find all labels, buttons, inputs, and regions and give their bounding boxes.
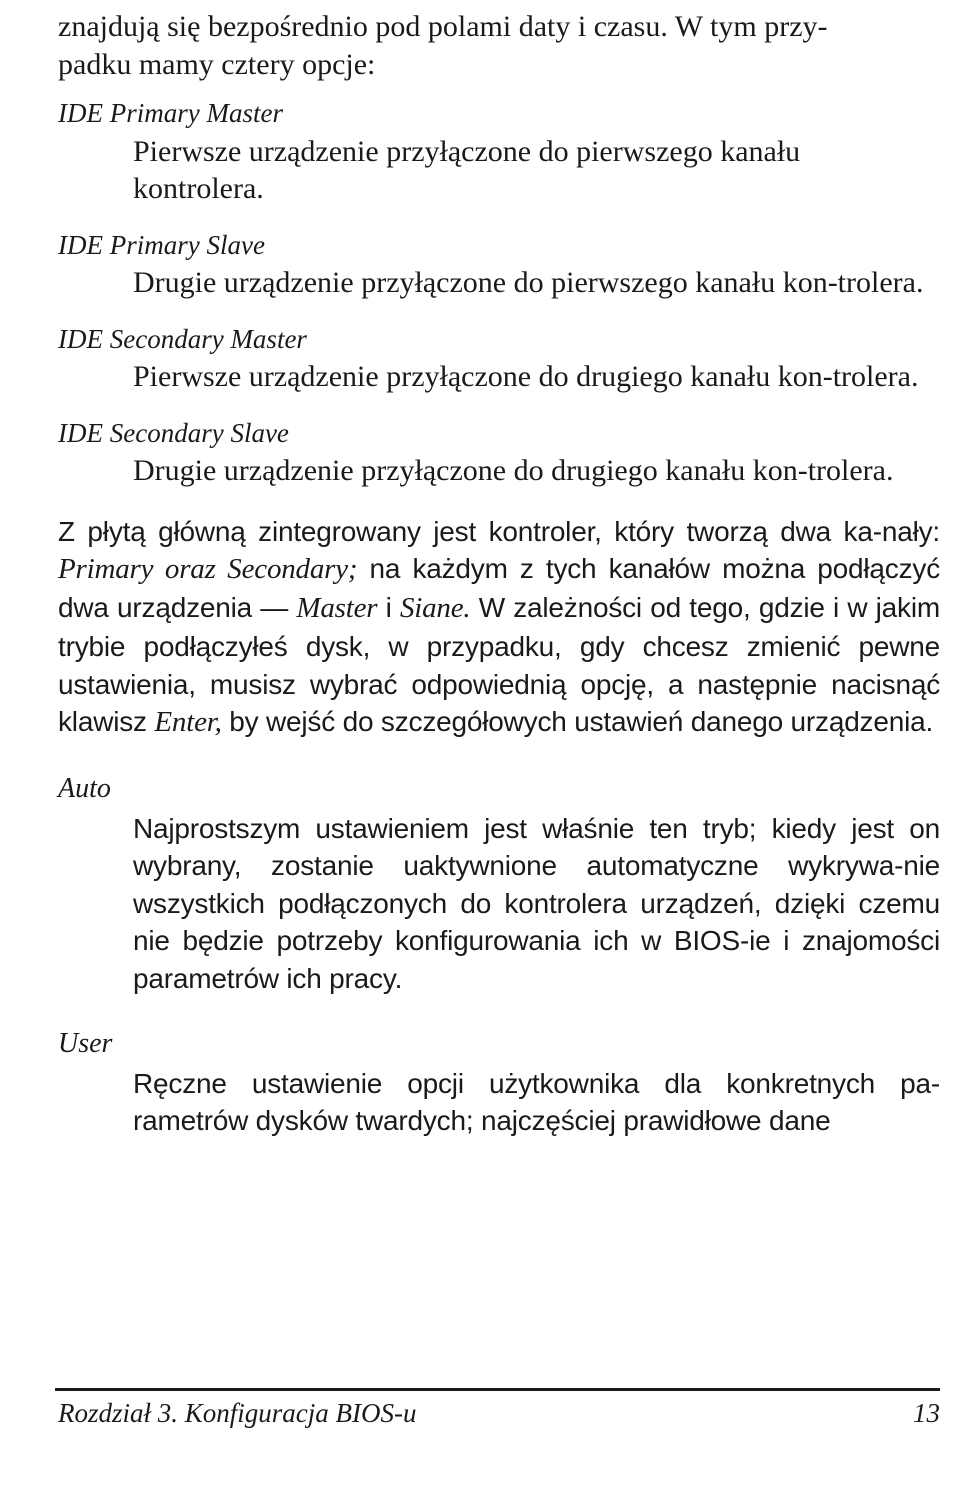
mode-definition: Ręczne ustawienie opcji użytkownika dla konkretnych pa-rametrów dysków twardych; najczęściej prawidłowe dane [133, 1067, 940, 1137]
modes-list [58, 770, 940, 1140]
ide-options-list [58, 95, 940, 490]
ide-option-definition: Drugie urządzenie przyłączone do drugiego kanału kon-trolera. [133, 454, 894, 487]
page-footer [58, 1398, 940, 1428]
page-number: 13 [913, 1398, 940, 1428]
ide-option-definition-line-2: kontrolera. [133, 172, 264, 205]
ide-option-term: IDE Secondary Master [58, 323, 307, 354]
controller-text-4: W zależności od tego, gdzie i w jakim trybie podłączyłeś dysk, w przypadku, gdy chcesz zmienić pewne ustawienia, musisz wybrać odpowiednią opcję, a następnie nacisnąć klawisz [58, 592, 940, 738]
controller-emphasis-2: Master [296, 592, 378, 625]
controller-text-2: na każdym z tych kanałów można podłączyć dwa urządzenia — [58, 553, 940, 624]
controller-emphasis-1: Primary oraz Secondary; [58, 553, 358, 586]
controller-text-1: Z płytą główną zintegrowany jest kontroler, który tworzą dwa ka-nały: [58, 515, 940, 547]
mode-term: Auto [58, 773, 111, 805]
ide-option [58, 321, 940, 396]
ide-option-term: IDE Secondary Slave [58, 417, 289, 448]
footer-chapter: Rozdział 3. Konfiguracja BIOS-u [58, 1398, 417, 1428]
ide-option [58, 227, 940, 302]
ide-option-term: IDE Primary Slave [58, 229, 265, 260]
mode-definition: Najprostszym ustawieniem jest właśnie ten tryb; kiedy jest on wybrany, zostanie uaktywnione automatyczne wykrywa-nie wszystkich podłączonych do kontrolera urządzeń, dzięki czemu nie będzie potrzeby konfigurowania ich w BIOS-ie i znajomości parametrów ich pracy. [133, 812, 940, 994]
intro-paragraph [58, 8, 940, 83]
ide-option-term: IDE Primary Master [58, 98, 283, 128]
page-content [58, 8, 940, 1140]
controller-text-3: i [377, 592, 400, 624]
ide-option-definition-line-1: Pierwsze urządzenie przyłączone do pierwszego kanału [133, 134, 801, 168]
controller-emphasis-4: Enter, [154, 706, 222, 739]
controller-paragraph [58, 513, 940, 743]
intro-line-1: znajdują się bezpośrednio pod polami daty i czasu. W tym przy- [58, 10, 828, 43]
intro-line-2: padku mamy cztery opcje: [58, 47, 376, 81]
ide-option-definition: Drugie urządzenie przyłączone do pierwszego kanału kon-trolera. [133, 266, 924, 299]
ide-option [58, 415, 940, 490]
ide-option [58, 95, 940, 208]
mode-term: User [58, 1028, 113, 1060]
footer-divider [55, 1388, 940, 1391]
ide-option-definition: Pierwsze urządzenie przyłączone do drugiego kanału kon-trolera. [133, 360, 919, 393]
controller-emphasis-3: Siane. [399, 592, 471, 625]
ide-option-definition [133, 133, 940, 208]
controller-text-5: by wejść do szczegółowych ustawień danego urządzenia. [221, 706, 934, 738]
